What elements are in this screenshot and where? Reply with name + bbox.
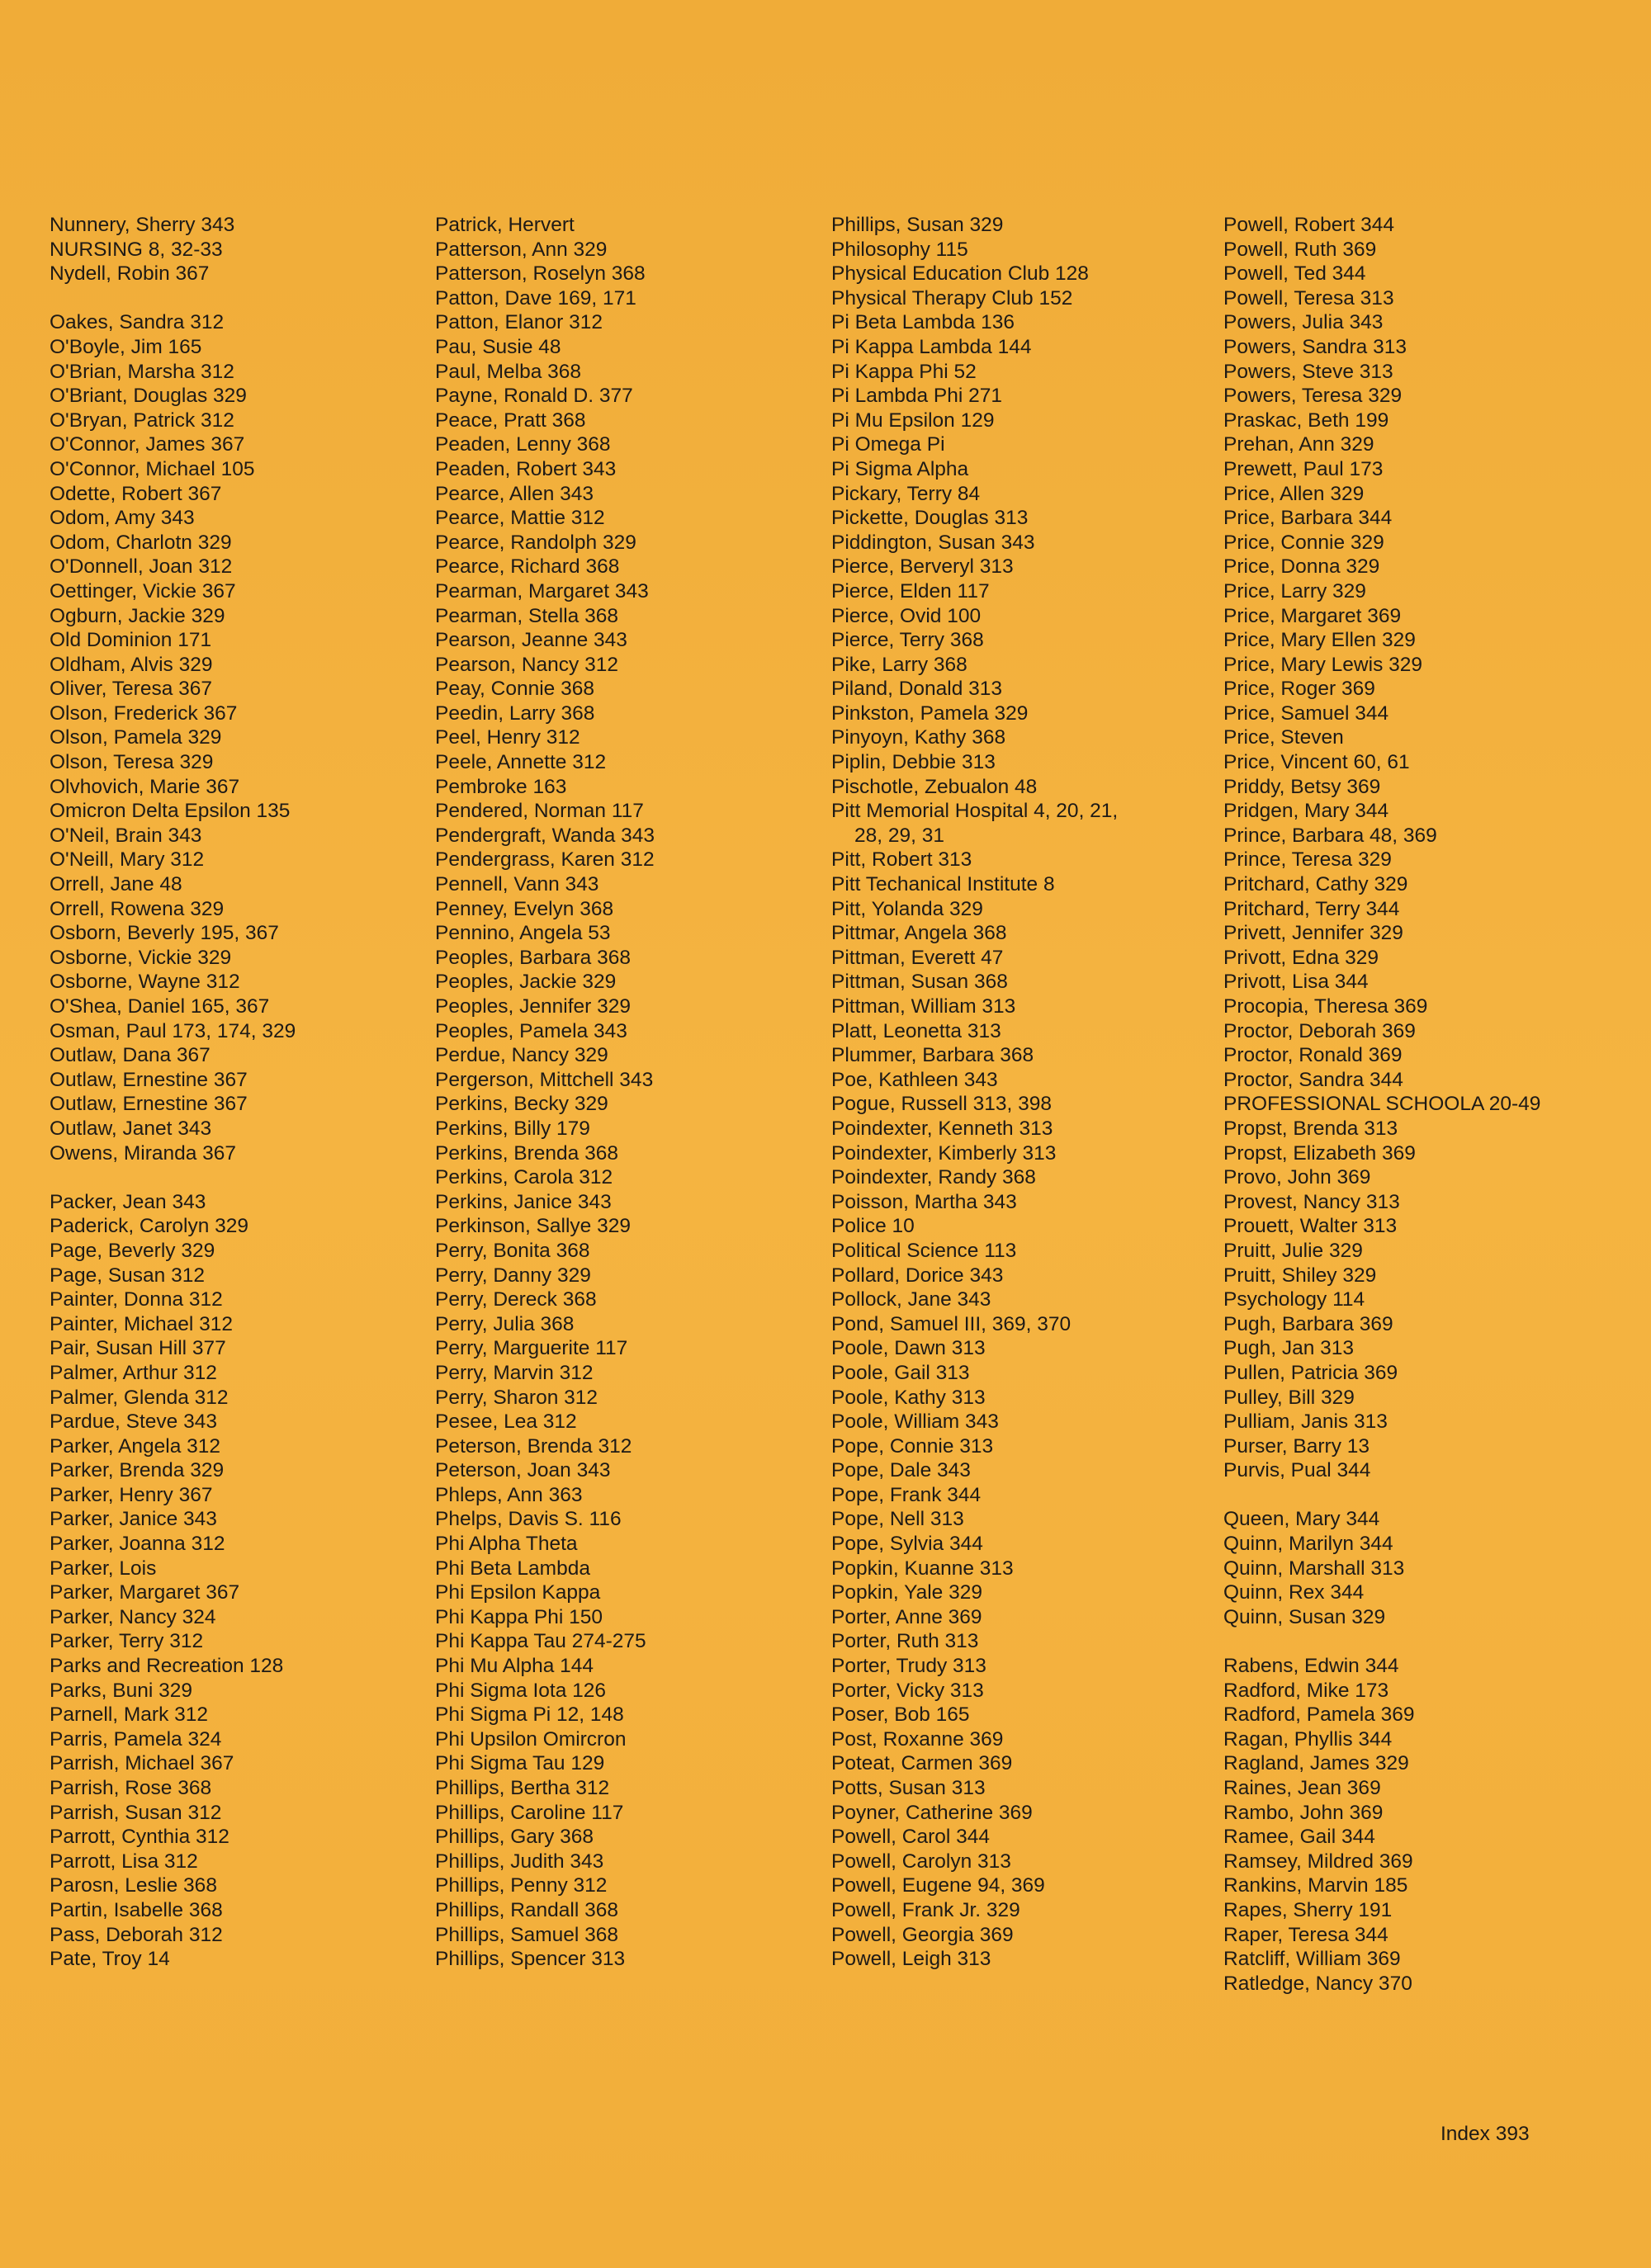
- index-entry: Psychology 114: [1223, 1288, 1365, 1311]
- index-entry: Parker, Brenda 329: [50, 1459, 225, 1482]
- index-entry: Patton, Elanor 312: [435, 311, 603, 334]
- index-entry: Phillips, Judith 343: [435, 1850, 604, 1873]
- index-entry: Phillips, Randall 368: [435, 1898, 618, 1921]
- index-entry: Parker, Janice 343: [50, 1508, 217, 1531]
- index-entry: Pogue, Russell 313, 398: [831, 1093, 1052, 1116]
- index-entry: Olvhovich, Marie 367: [50, 775, 240, 798]
- index-entry: Outlaw, Janet 343: [50, 1117, 212, 1140]
- index-entry: Pridgen, Mary 344: [1223, 800, 1389, 823]
- index-entry: Orrell, Jane 48: [50, 873, 182, 896]
- index-entry: Price, Steven: [1223, 726, 1344, 749]
- index-entry: Praskac, Beth 199: [1223, 409, 1389, 432]
- index-entry: Pritchard, Terry 344: [1223, 897, 1400, 920]
- index-entry: Patton, Dave 169, 171: [435, 286, 636, 309]
- index-entry: Omicron Delta Epsilon 135: [50, 800, 291, 823]
- index-entry: Porter, Vicky 313: [831, 1679, 984, 1702]
- index-entry: Pulley, Bill 329: [1223, 1386, 1355, 1409]
- index-entry: Pope, Connie 313: [831, 1434, 994, 1458]
- index-entry: O'Briant, Douglas 329: [50, 385, 247, 408]
- index-entry: Pearson, Nancy 312: [435, 653, 618, 676]
- index-entry: Painter, Donna 312: [50, 1288, 223, 1311]
- index-entry: Purser, Barry 13: [1223, 1434, 1370, 1458]
- index-entry: Pesee, Lea 312: [435, 1410, 577, 1434]
- index-entry: Price, Margaret 369: [1223, 604, 1402, 627]
- index-entry: Pi Kappa Phi 52: [831, 360, 977, 383]
- index-entry: Physical Therapy Club 152: [831, 286, 1073, 309]
- index-entry: Prince, Teresa 329: [1223, 848, 1392, 872]
- index-entry: Price, Roger 369: [1223, 678, 1375, 701]
- index-entry: 28, 29, 31: [854, 824, 944, 847]
- index-spacer: [50, 1165, 296, 1190]
- index-entry: Porter, Anne 369: [831, 1605, 982, 1628]
- index-entry: Perry, Marvin 312: [435, 1361, 594, 1384]
- index-entry: Olson, Teresa 329: [50, 751, 214, 774]
- index-entry: Pike, Larry 368: [831, 653, 967, 676]
- index-entry: Phelps, Davis S. 116: [435, 1508, 622, 1531]
- index-entry: Perry, Dereck 368: [435, 1288, 597, 1311]
- index-entry: Pearman, Stella 368: [435, 604, 618, 627]
- index-entry: Osman, Paul 173, 174, 329: [50, 1019, 296, 1042]
- index-entry: Powell, Carol 344: [831, 1826, 991, 1849]
- index-entry: Pugh, Barbara 369: [1223, 1312, 1393, 1335]
- index-entry: O'Bryan, Patrick 312: [50, 409, 234, 432]
- index-entry: Patterson, Ann 329: [435, 238, 608, 261]
- index-entry: Pergerson, Mittchell 343: [435, 1068, 654, 1091]
- index-entry: Pearce, Richard 368: [435, 555, 620, 579]
- index-entry: Olson, Frederick 367: [50, 702, 238, 725]
- index-entry: Peele, Annette 312: [435, 751, 607, 774]
- index-entry: Peterson, Joan 343: [435, 1459, 611, 1482]
- index-entry: Raper, Teresa 344: [1223, 1923, 1388, 1946]
- index-entry: Page, Susan 312: [50, 1264, 205, 1287]
- index-entry: Perry, Julia 368: [435, 1312, 575, 1335]
- index-entry: Physical Education Club 128: [831, 262, 1089, 286]
- index-entry: Phi Kappa Phi 150: [435, 1605, 603, 1628]
- index-entry: Phi Upsilon Omircron: [435, 1727, 627, 1751]
- index-entry: Rankins, Marvin 185: [1223, 1874, 1408, 1897]
- index-entry: Perkins, Carola 312: [435, 1166, 613, 1189]
- index-entry: Pearce, Randolph 329: [435, 531, 636, 554]
- index-entry: Perry, Sharon 312: [435, 1386, 598, 1409]
- index-entry: Phillips, Susan 329: [831, 214, 1004, 236]
- index-entry: Powell, Georgia 369: [831, 1923, 1014, 1946]
- index-entry: Piplin, Debbie 313: [831, 751, 996, 774]
- index-entry: Nydell, Robin 367: [50, 262, 210, 286]
- index-entry: Privett, Jennifer 329: [1223, 922, 1403, 945]
- index-entry: Parrott, Cynthia 312: [50, 1826, 229, 1849]
- index-entry: Outlaw, Ernestine 367: [50, 1093, 248, 1116]
- index-entry: Parker, Margaret 367: [50, 1581, 240, 1604]
- index-entry: Palmer, Arthur 312: [50, 1361, 217, 1384]
- index-entry: Pittman, Susan 368: [831, 971, 1008, 994]
- index-entry: O'Neill, Mary 312: [50, 848, 205, 872]
- index-entry: Odom, Charlotn 329: [50, 531, 232, 554]
- index-entry: Powell, Carolyn 313: [831, 1850, 1011, 1873]
- index-entry: Pickette, Douglas 313: [831, 507, 1029, 530]
- index-entry: Pi Omega Pi: [831, 433, 945, 456]
- index-entry: Pass, Deborah 312: [50, 1923, 223, 1946]
- index-entry: Pope, Sylvia 344: [831, 1533, 983, 1556]
- index-entry: O'Donnell, Joan 312: [50, 555, 233, 579]
- index-entry: Powell, Robert 344: [1223, 214, 1395, 236]
- index-entry: Paul, Melba 368: [435, 360, 582, 383]
- index-entry: Parker, Henry 367: [50, 1483, 213, 1506]
- index-entry: Pennell, Vann 343: [435, 873, 599, 896]
- index-entry: Pierce, Terry 368: [831, 629, 984, 652]
- index-entry: Poole, Kathy 313: [831, 1386, 986, 1409]
- index-entry: Pittman, William 313: [831, 995, 1016, 1018]
- index-entry: Peedin, Larry 368: [435, 702, 595, 725]
- index-entry: Price, Larry 329: [1223, 579, 1366, 602]
- index-entry: Peaden, Lenny 368: [435, 433, 611, 456]
- index-entry: Oliver, Teresa 367: [50, 678, 213, 701]
- index-entry: Powers, Sandra 313: [1223, 335, 1407, 358]
- index-entry: Poole, William 343: [831, 1410, 999, 1434]
- index-entry: Pollock, Jane 343: [831, 1288, 991, 1311]
- index-entry: Purvis, Pual 344: [1223, 1459, 1371, 1482]
- index-entry: Powell, Leigh 313: [831, 1948, 991, 1971]
- index-entry: Piland, Donald 313: [831, 678, 1003, 701]
- index-entry: Perry, Marguerite 117: [435, 1337, 628, 1360]
- index-entry: Price, Donna 329: [1223, 555, 1380, 579]
- index-entry: Paderick, Carolyn 329: [50, 1215, 249, 1238]
- index-entry: Olson, Pamela 329: [50, 726, 222, 749]
- index-entry: Pitt Techanical Institute 8: [831, 873, 1055, 896]
- index-entry: Price, Barbara 344: [1223, 507, 1393, 530]
- index-entry: Provest, Nancy 313: [1223, 1190, 1400, 1213]
- index-entry: Powell, Eugene 94, 369: [831, 1874, 1045, 1897]
- index-entry: Parrish, Michael 367: [50, 1752, 234, 1775]
- index-entry: Perkins, Brenda 368: [435, 1141, 618, 1165]
- index-entry: Powell, Teresa 313: [1223, 286, 1394, 309]
- index-entry: Price, Allen 329: [1223, 482, 1365, 505]
- index-entry: Odom, Amy 343: [50, 507, 195, 530]
- index-entry: Proctor, Sandra 344: [1223, 1068, 1403, 1091]
- index-entry: Pickary, Terry 84: [831, 482, 981, 505]
- index-entry: Parker, Lois: [50, 1557, 157, 1580]
- page-folio: Index 393: [1440, 2123, 1530, 2145]
- index-entry: Parker, Terry 312: [50, 1630, 204, 1653]
- index-entry: Parks, Buni 329: [50, 1679, 192, 1702]
- index-entry: Peoples, Jennifer 329: [435, 995, 631, 1018]
- index-entry: Pruitt, Shiley 329: [1223, 1264, 1377, 1287]
- index-entry: Outlaw, Dana 367: [50, 1044, 211, 1067]
- index-entry: Pollard, Dorice 343: [831, 1264, 1004, 1287]
- index-entry: Pinkston, Pamela 329: [831, 702, 1029, 725]
- index-entry: Pugh, Jan 313: [1223, 1337, 1355, 1360]
- index-entry: Popkin, Kuanne 313: [831, 1557, 1014, 1580]
- index-entry: Porter, Trudy 313: [831, 1655, 986, 1678]
- index-entry: Propst, Brenda 313: [1223, 1117, 1398, 1140]
- index-entry: Phi Beta Lambda: [435, 1557, 590, 1580]
- index-entry: Price, Mary Ellen 329: [1223, 629, 1416, 652]
- index-entry: Pendergraft, Wanda 343: [435, 824, 655, 847]
- index-entry: Phillips, Caroline 117: [435, 1801, 624, 1824]
- index-entry: Porter, Ruth 313: [831, 1630, 979, 1653]
- index-entry: Pembroke 163: [435, 775, 567, 798]
- index-entry: Poser, Bob 165: [831, 1703, 970, 1727]
- index-entry: Radford, Mike 173: [1223, 1679, 1389, 1702]
- index-entry: Peterson, Brenda 312: [435, 1434, 632, 1458]
- index-entry: Powell, Frank Jr. 329: [831, 1898, 1020, 1921]
- index-entry: Pittmar, Angela 368: [831, 922, 1007, 945]
- index-entry: Oldham, Alvis 329: [50, 653, 213, 676]
- index-entry: Payne, Ronald D. 377: [435, 385, 633, 408]
- index-entry: Powell, Ted 344: [1223, 262, 1366, 286]
- index-entry: Poe, Kathleen 343: [831, 1068, 998, 1091]
- index-entry: Powers, Teresa 329: [1223, 385, 1403, 408]
- index-entry: Parris, Pamela 324: [50, 1727, 222, 1751]
- index-entry: Propst, Elizabeth 369: [1223, 1141, 1416, 1165]
- index-entry: Poindexter, Kimberly 313: [831, 1141, 1057, 1165]
- index-entry: Perkinson, Sallye 329: [435, 1215, 631, 1238]
- index-entry: Radford, Pamela 369: [1223, 1703, 1415, 1727]
- index-entry: Pope, Nell 313: [831, 1508, 964, 1531]
- index-entry: Phi Sigma Pi 12, 148: [435, 1703, 624, 1727]
- index-entry: Pope, Frank 344: [831, 1483, 982, 1506]
- index-entry: Ramsey, Mildred 369: [1223, 1850, 1413, 1873]
- index-entry: Oettinger, Vickie 367: [50, 579, 236, 602]
- index-entry: Pearce, Allen 343: [435, 482, 594, 505]
- index-column-1: [50, 213, 296, 1972]
- index-entry: Orrell, Rowena 329: [50, 897, 225, 920]
- index-entry: Pulliam, Janis 313: [1223, 1410, 1388, 1434]
- index-entry: Perry, Bonita 368: [435, 1239, 590, 1262]
- index-entry: Phillips, Penny 312: [435, 1874, 608, 1897]
- index-column-3: [831, 213, 1118, 1972]
- index-entry: Owens, Miranda 367: [50, 1141, 237, 1165]
- index-entry: Page, Beverly 329: [50, 1239, 215, 1262]
- index-entry: Ragland, James 329: [1223, 1752, 1409, 1775]
- index-entry: Pi Kappa Lambda 144: [831, 335, 1032, 358]
- index-entry: Pi Sigma Alpha: [831, 457, 969, 480]
- index-entry: Potts, Susan 313: [831, 1777, 986, 1799]
- index-entry: Price, Connie 329: [1223, 531, 1384, 554]
- index-entry: Packer, Jean 343: [50, 1190, 206, 1213]
- index-entry: Privott, Lisa 344: [1223, 971, 1369, 994]
- index-entry: Pennino, Angela 53: [435, 922, 611, 945]
- index-entry: Police 10: [831, 1215, 915, 1238]
- index-entry: Quinn, Marshall 313: [1223, 1557, 1405, 1580]
- index-entry: Poole, Dawn 313: [831, 1337, 986, 1360]
- index-entry: Parker, Angela 312: [50, 1434, 221, 1458]
- index-entry: Prewett, Paul 173: [1223, 457, 1384, 480]
- index-entry: Pearman, Margaret 343: [435, 579, 649, 602]
- index-entry: Patrick, Hervert: [435, 214, 575, 236]
- index-entry: Philosophy 115: [831, 238, 968, 261]
- index-entry: Pair, Susan Hill 377: [50, 1337, 226, 1360]
- index-entry: Pendered, Norman 117: [435, 800, 644, 823]
- index-entry: Procopia, Theresa 369: [1223, 995, 1428, 1018]
- index-entry: Pierce, Elden 117: [831, 579, 990, 602]
- index-entry: Powers, Steve 313: [1223, 360, 1393, 383]
- index-entry: Pruitt, Julie 329: [1223, 1239, 1363, 1262]
- index-entry: Pau, Susie 48: [435, 335, 561, 358]
- index-entry: Phillips, Samuel 368: [435, 1923, 618, 1946]
- index-entry: Peoples, Jackie 329: [435, 971, 617, 994]
- index-entry: Queen, Mary 344: [1223, 1508, 1380, 1531]
- index-entry: Painter, Michael 312: [50, 1312, 233, 1335]
- index-entry: O'Shea, Daniel 165, 367: [50, 995, 270, 1018]
- index-entry: Price, Mary Lewis 329: [1223, 653, 1423, 676]
- index-entry: Poindexter, Randy 368: [831, 1166, 1036, 1189]
- index-entry: Pearson, Jeanne 343: [435, 629, 627, 652]
- index-entry: Ogburn, Jackie 329: [50, 604, 225, 627]
- index-entry: Old Dominion 171: [50, 629, 212, 652]
- index-entry: Palmer, Glenda 312: [50, 1386, 229, 1409]
- index-entry: Raines, Jean 369: [1223, 1777, 1381, 1799]
- index-entry: Parker, Nancy 324: [50, 1605, 216, 1628]
- index-entry: Privott, Edna 329: [1223, 946, 1379, 969]
- index-entry: Pritchard, Cathy 329: [1223, 873, 1408, 896]
- index-entry: Patterson, Roselyn 368: [435, 262, 646, 286]
- index-entry: Poole, Gail 313: [831, 1361, 970, 1384]
- index-entry: Peoples, Barbara 368: [435, 946, 631, 969]
- index-entry: Perry, Danny 329: [435, 1264, 591, 1287]
- index-entry: O'Boyle, Jim 165: [50, 335, 202, 358]
- index-entry: Peay, Connie 368: [435, 678, 594, 701]
- index-entry: Priddy, Betsy 369: [1223, 775, 1381, 798]
- index-entry: Pardue, Steve 343: [50, 1410, 217, 1434]
- index-entry: Pierce, Ovid 100: [831, 604, 982, 627]
- index-entry: Parrish, Susan 312: [50, 1801, 222, 1824]
- index-entry: Popkin, Yale 329: [831, 1581, 982, 1604]
- index-entry: Pitt, Yolanda 329: [831, 897, 983, 920]
- index-entry: Perdue, Nancy 329: [435, 1044, 608, 1067]
- index-entry: Pope, Dale 343: [831, 1459, 971, 1482]
- index-entry: Phi Sigma Tau 129: [435, 1752, 605, 1775]
- index-entry: Odette, Robert 367: [50, 482, 222, 505]
- index-entry: Price, Vincent 60, 61: [1223, 751, 1410, 774]
- index-entry: Perkins, Becky 329: [435, 1093, 608, 1116]
- index-entry: Ramee, Gail 344: [1223, 1826, 1375, 1849]
- index-entry: Phi Alpha Theta: [435, 1533, 578, 1556]
- index-entry: Parks and Recreation 128: [50, 1655, 284, 1678]
- index-entry: Proctor, Deborah 369: [1223, 1019, 1416, 1042]
- index-entry: Phillips, Spencer 313: [435, 1948, 626, 1971]
- index-entry: Phi Kappa Tau 274-275: [435, 1630, 646, 1653]
- index-column-2: [435, 213, 655, 1972]
- index-entry: Quinn, Rex 344: [1223, 1581, 1365, 1604]
- index-entry: Pittman, Everett 47: [831, 946, 1004, 969]
- index-entry: PROFESSIONAL SCHOOLA 20-49: [1223, 1093, 1541, 1116]
- index-entry: Plummer, Barbara 368: [831, 1044, 1034, 1067]
- index-entry: Powell, Ruth 369: [1223, 238, 1377, 261]
- index-entry: Poisson, Martha 343: [831, 1190, 1017, 1213]
- index-entry: Ragan, Phyllis 344: [1223, 1727, 1393, 1751]
- index-entry: Rambo, John 369: [1223, 1801, 1384, 1824]
- index-column-4: [1223, 213, 1540, 1996]
- index-entry: Phi Epsilon Kappa: [435, 1581, 601, 1604]
- index-entry: Pischotle, Zebualon 48: [831, 775, 1038, 798]
- index-entry: Pi Beta Lambda 136: [831, 311, 1015, 334]
- index-entry: Price, Samuel 344: [1223, 702, 1389, 725]
- index-entry: Prehan, Ann 329: [1223, 433, 1374, 456]
- index-entry: Parrott, Lisa 312: [50, 1850, 198, 1873]
- index-entry: Peaden, Robert 343: [435, 457, 617, 480]
- index-entry: O'Brian, Marsha 312: [50, 360, 234, 383]
- index-entry: Rabens, Edwin 344: [1223, 1655, 1399, 1678]
- index-entry: Partin, Isabelle 368: [50, 1898, 223, 1921]
- index-entry: Provo, John 369: [1223, 1166, 1371, 1189]
- index-entry: Prouett, Walter 313: [1223, 1215, 1398, 1238]
- index-entry: Peace, Pratt 368: [435, 409, 586, 432]
- index-entry: Political Science 113: [831, 1239, 1017, 1262]
- index-entry: Pitt Memorial Hospital 4, 20, 21,: [831, 800, 1119, 823]
- index-entry: Phillips, Gary 368: [435, 1826, 594, 1849]
- index-entry: Pate, Troy 14: [50, 1948, 170, 1971]
- index-entry: Powers, Julia 343: [1223, 311, 1384, 334]
- index-entry: Parosn, Leslie 368: [50, 1874, 217, 1897]
- index-entry: Phi Sigma Iota 126: [435, 1679, 607, 1702]
- index-entry: Phillips, Bertha 312: [435, 1777, 610, 1799]
- index-spacer: [1223, 1483, 1540, 1508]
- index-entry: Osborne, Vickie 329: [50, 946, 232, 969]
- index-entry: Phi Mu Alpha 144: [435, 1655, 594, 1678]
- index-entry: Pitt, Robert 313: [831, 848, 972, 872]
- index-entry: Penney, Evelyn 368: [435, 897, 614, 920]
- index-entry: Platt, Leonetta 313: [831, 1019, 1001, 1042]
- index-entry: Peel, Henry 312: [435, 726, 580, 749]
- index-entry: Proctor, Ronald 369: [1223, 1044, 1403, 1067]
- index-entry: Osborne, Wayne 312: [50, 971, 240, 994]
- index-entry: Pinyoyn, Kathy 368: [831, 726, 1006, 749]
- index-entry: Parrish, Rose 368: [50, 1777, 212, 1799]
- index-spacer: [50, 286, 296, 311]
- index-entry: Pullen, Patricia 369: [1223, 1361, 1398, 1384]
- index-entry: Pond, Samuel III, 369, 370: [831, 1312, 1071, 1335]
- index-entry: Pierce, Berveryl 313: [831, 555, 1014, 579]
- index-entry: Phleps, Ann 363: [435, 1483, 583, 1506]
- index-entry: O'Connor, Michael 105: [50, 457, 255, 480]
- index-entry: Poindexter, Kenneth 313: [831, 1117, 1053, 1140]
- index-entry: Ratledge, Nancy 370: [1223, 1972, 1412, 1995]
- index-entry: Oakes, Sandra 312: [50, 311, 225, 334]
- index-entry: Parnell, Mark 312: [50, 1703, 209, 1727]
- index-entry: Rapes, Sherry 191: [1223, 1898, 1393, 1921]
- index-entry: Prince, Barbara 48, 369: [1223, 824, 1437, 847]
- index-entry: Pearce, Mattie 312: [435, 507, 605, 530]
- index-spacer: [1223, 1629, 1540, 1654]
- index-entry: Pi Lambda Phi 271: [831, 385, 1003, 408]
- index-entry: Quinn, Marilyn 344: [1223, 1533, 1393, 1556]
- index-entry: Ratcliff, William 369: [1223, 1948, 1401, 1971]
- index-entry: O'Connor, James 367: [50, 433, 245, 456]
- index-entry: Pi Mu Epsilon 129: [831, 409, 995, 432]
- index-entry: Perkins, Billy 179: [435, 1117, 590, 1140]
- index-entry: Poyner, Catherine 369: [831, 1801, 1033, 1824]
- index-entry: Post, Roxanne 369: [831, 1727, 1004, 1751]
- index-entry: NURSING 8, 32-33: [50, 238, 223, 261]
- index-entry: Quinn, Susan 329: [1223, 1605, 1386, 1628]
- index-entry: Parker, Joanna 312: [50, 1533, 225, 1556]
- index-entry: Osborn, Beverly 195, 367: [50, 922, 279, 945]
- index-entry: Poteat, Carmen 369: [831, 1752, 1013, 1775]
- index-entry: Peoples, Pamela 343: [435, 1019, 627, 1042]
- index-entry: Perkins, Janice 343: [435, 1190, 612, 1213]
- index-entry: Pendergrass, Karen 312: [435, 848, 655, 872]
- index-entry: O'Neil, Brain 343: [50, 824, 202, 847]
- index-entry: Nunnery, Sherry 343: [50, 214, 235, 236]
- index-entry: Piddington, Susan 343: [831, 531, 1035, 554]
- index-entry: Outlaw, Ernestine 367: [50, 1068, 248, 1091]
